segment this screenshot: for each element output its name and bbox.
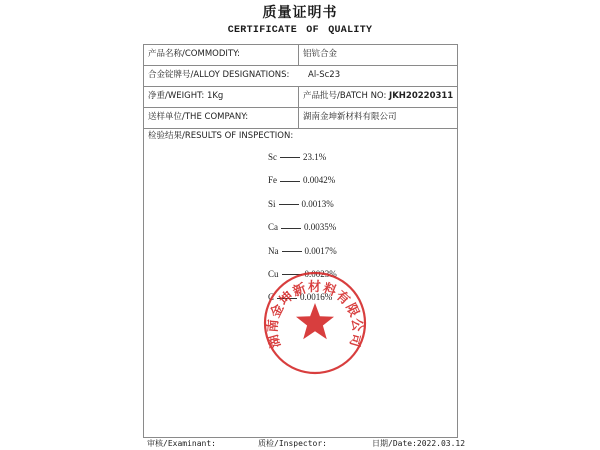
row-divider [144,65,457,66]
element-symbol: C [268,292,275,303]
certificate-title-en: CERTIFICATE OF QUALITY [227,25,373,36]
date-label: 日期/Date:2022.03.12 [372,439,466,448]
element-value: 0.0023% [304,268,337,279]
element-value: 0.0013% [301,198,334,209]
dash-line [280,181,300,182]
result-row [268,198,418,221]
element-symbol: Na [268,245,279,256]
column-divider [298,45,299,65]
element-symbol: Sc [268,152,277,162]
certificate-title-cn: 质量证明书 [262,5,338,21]
row-divider [144,107,457,108]
alloy-designation-value: Al-Sc23 [308,70,341,80]
batch-label: 产品批号/BATCH NO: [303,91,390,101]
result-row [268,151,418,174]
element-value: 0.0017% [304,245,337,256]
result-row [268,221,418,244]
dash-line [279,204,299,205]
dash-line [282,251,302,252]
certificate-table [143,44,458,438]
batch-no [303,91,453,102]
row-divider [144,128,457,129]
dash-line [280,157,300,158]
element-symbol: Fe [268,175,277,186]
commodity-label: 产品名称/COMMODITY: [148,49,241,59]
company-seal-stamp [262,270,368,376]
company-value: 湖南金坤新材料有限公司 [303,112,397,122]
element-value: 0.0016% [300,292,333,303]
column-divider [298,86,299,128]
alloy-designation-label: 合金锭牌号/ALLOY DESIGNATIONS: [148,70,290,80]
dash-line [281,228,301,229]
star-icon [296,303,334,339]
inspector-label: 质检/Inspector: [258,439,327,448]
element-value: 0.0042% [303,175,336,186]
examinant-label: 审核/Examinant: [147,439,216,448]
element-symbol: Ca [268,222,278,233]
element-symbol: Si [268,198,276,209]
weight-label: 净重/WEIGHT: 1Kg [148,91,224,101]
commodity-value: 铝钪合金 [303,49,338,59]
company-label: 送样单位/THE COMPANY: [148,112,249,122]
seal-text: 湖南金坤新材料有限公司 [265,280,365,350]
element-value: 0.0035% [304,222,337,233]
element-symbol: Cu [268,268,279,279]
element-value: 23.1% [303,152,327,162]
results-label: 检验结果/RESULTS OF INSPECTION: [148,131,294,141]
result-row [268,174,418,197]
result-row [268,245,418,268]
batch-value: JKH20220311 [389,91,454,101]
row-divider [144,86,457,87]
